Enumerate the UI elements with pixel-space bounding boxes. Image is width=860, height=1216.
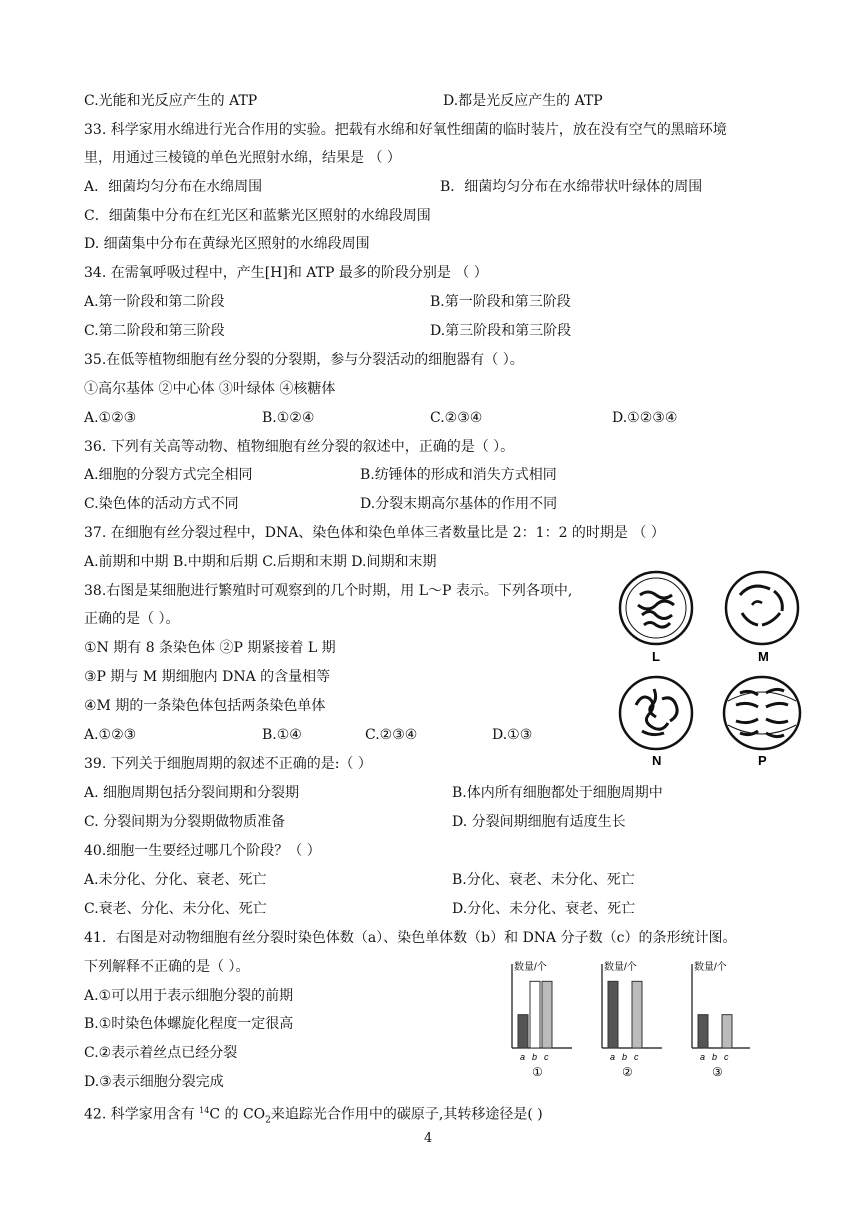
q41-option-a: A.①可以用于表示细胞分裂的前期 [84, 988, 294, 1004]
chart-1-tick-c: c [544, 1052, 549, 1062]
page-number: 4 [424, 1131, 433, 1146]
cell-label-L: L [652, 649, 660, 664]
chart-3-ylabel: 数量/个 [694, 962, 727, 973]
chart-1-title: ① [532, 1065, 543, 1079]
q39-option-a: A. 细胞周期包括分裂间期和分裂期 [84, 785, 300, 801]
q38-stem-line2: 正确的是（ ）。 [84, 611, 180, 627]
q33-stem-line2: 里，用通过三棱镜的单色光照射水绵，结果是 （ ） [84, 150, 401, 166]
q33-option-d: D. 细菌集中分布在黄绿光区照射的水绵段周围 [84, 236, 370, 252]
q41-option-c: C.②表示着丝点已经分裂 [84, 1045, 238, 1061]
q38-statement-4: ④M 期的一条染色体包括两条染色单体 [84, 698, 326, 714]
chart-2-bar-c [632, 981, 642, 1048]
cell-division-figure [612, 565, 812, 765]
chart-1-ylabel: 数量/个 [514, 962, 547, 973]
chart-2-ylabel: 数量/个 [604, 962, 637, 973]
cell-P-diagram [724, 677, 800, 749]
chart-3-tick-c: c [724, 1052, 729, 1062]
q39-stem: 39. 下列关于细胞周期的叙述不正确的是:（ ） [84, 756, 372, 772]
chart-2-bar-a [608, 981, 618, 1048]
q36-stem: 36. 下列有关高等动物、植物细胞有丝分裂的叙述中，正确的是（ ）。 [84, 439, 515, 455]
q32-option-c: C.光能和光反应产生的 ATP [84, 93, 258, 109]
chart-3-tick-b: b [712, 1052, 718, 1062]
cell-label-M: M [758, 649, 769, 664]
chart-1-bar-b [530, 981, 540, 1048]
chart-2-tick-c: c [634, 1052, 639, 1062]
q33-option-c: C．细菌集中分布在红光区和蓝紫光区照射的水绵段周围 [84, 208, 431, 224]
cell-label-P: P [758, 753, 767, 765]
q36-option-c: C.染色体的活动方式不同 [84, 496, 239, 512]
q34-option-a: A.第一阶段和第二阶段 [84, 294, 225, 310]
q41-stem-line2: 下列解释不正确的是（ ）。 [84, 959, 250, 975]
q33-option-b: B．细菌均匀分布在水绵带状叶绿体的周围 [440, 179, 703, 195]
q40-option-c: C.衰老、分化、未分化、死亡 [84, 901, 267, 917]
q38-option-d: D.①③ [492, 727, 533, 743]
q38-option-b: B.①④ [262, 727, 302, 743]
q36-option-d: D.分裂末期高尔基体的作用不同 [360, 496, 558, 512]
chart-3-bar-a [698, 1015, 708, 1048]
q33-stem-line1: 33. 科学家用水绵进行光合作用的实验。把载有水绵和好氧性细菌的临时装片，放在没有空气的黑暗环境 [84, 122, 727, 138]
q39-option-d: D. 分裂间期细胞有适度生长 [452, 814, 626, 830]
q41-option-b: B.①时染色体螺旋化程度一定很高 [84, 1016, 294, 1032]
q42-text-mid: C 的 CO [209, 1106, 266, 1123]
q35-option-a: A.①②③ [84, 410, 137, 426]
chart-2-title: ② [622, 1065, 633, 1079]
cell-L-diagram [620, 572, 692, 644]
chart-1-bar-c [542, 981, 552, 1048]
q35-stem: 35.在低等植物细胞有丝分裂的分裂期，参与分裂活动的细胞器有（ ）。 [84, 352, 524, 368]
q35-option-c: C.②③④ [430, 410, 483, 426]
q35-option-b: B.①②④ [262, 410, 315, 426]
chart-3-bar-c [722, 1015, 732, 1048]
chart-1-tick-a: a [520, 1052, 526, 1062]
q37-stem: 37. 在细胞有丝分裂过程中，DNA、染色体和染色单体三者数量比是 2：1：2 的时期是 （ ） [84, 525, 665, 541]
q35-option-d: D.①②③④ [612, 410, 678, 426]
q41-stem-line1: 41．右图是对动物细胞有丝分裂时染色体数（a）、染色单体数（b）和 DNA 分子数（c）的条形统计图。 [84, 930, 737, 946]
cell-N-diagram [620, 677, 692, 749]
chart-2-tick-a: a [610, 1052, 616, 1062]
q33-option-a: A．细菌均匀分布在水绵周围 [84, 179, 263, 195]
q35-items: ①高尔基体 ②中心体 ③叶绿体 ④核糖体 [84, 381, 336, 397]
q34-stem: 34. 在需氧呼吸过程中，产生[H]和 ATP 最多的阶段分别是 （ ） [84, 265, 488, 281]
q36-option-b: B.纺锤体的形成和消失方式相同 [360, 467, 557, 483]
q34-option-c: C.第二阶段和第三阶段 [84, 323, 225, 339]
chart-1-tick-b: b [532, 1052, 538, 1062]
q38-option-a: A.①②③ [84, 727, 137, 743]
q42-text-post: 来追踪光合作用中的碳原子,其转移途径是( ) [270, 1106, 543, 1123]
chart-2-tick-b: b [622, 1052, 628, 1062]
q40-option-d: D.分化、未分化、衰老、死亡 [452, 901, 636, 917]
q37-options: A.前期和中期 B.中期和后期 C.后期和末期 D.间期和末期 [84, 554, 437, 570]
q34-option-b: B.第一阶段和第三阶段 [430, 294, 571, 310]
q32-option-d: D.都是光反应产生的 ATP [443, 93, 603, 109]
q42-subscript: 2 [265, 1115, 271, 1126]
q38-statement-3: ③P 期与 M 期细胞内 DNA 的含量相等 [84, 669, 331, 685]
q42-isotope-mass: 14 [199, 1106, 210, 1115]
q39-option-b: B.体内所有细胞都处于细胞周期中 [452, 785, 663, 801]
q42-text-pre: 42. 科学家用含有 [84, 1106, 200, 1123]
q40-option-a: A.未分化、分化、衰老、死亡 [84, 872, 267, 888]
cell-M-diagram [726, 572, 798, 644]
q42-stem [84, 1101, 543, 1130]
q38-stem-line1: 38.右图是某细胞进行繁殖时可观察到的几个时期，用 L～P 表示。下列各项中, [84, 583, 573, 599]
q40-option-b: B.分化、衰老、未分化、死亡 [452, 872, 635, 888]
q38-statement-1-2: ①N 期有 8 条染色体 ②P 期紧接着 L 期 [84, 640, 336, 656]
q36-option-a: A.细胞的分裂方式完全相同 [84, 467, 253, 483]
chart-1-bar-a [518, 1015, 528, 1048]
cell-label-N: N [652, 753, 662, 765]
q34-option-d: D.第三阶段和第三阶段 [430, 323, 572, 339]
q41-option-d: D.③表示细胞分裂完成 [84, 1074, 224, 1090]
q39-option-c: C. 分裂间期为分裂期做物质准备 [84, 814, 286, 830]
q40-stem: 40.细胞一生要经过哪几个阶段？（ ） [84, 843, 321, 859]
chart-3-title: ③ [712, 1065, 723, 1079]
q38-option-c: C.②③④ [365, 727, 418, 743]
bar-charts-figure [500, 952, 750, 1084]
chart-3-tick-a: a [700, 1052, 706, 1062]
